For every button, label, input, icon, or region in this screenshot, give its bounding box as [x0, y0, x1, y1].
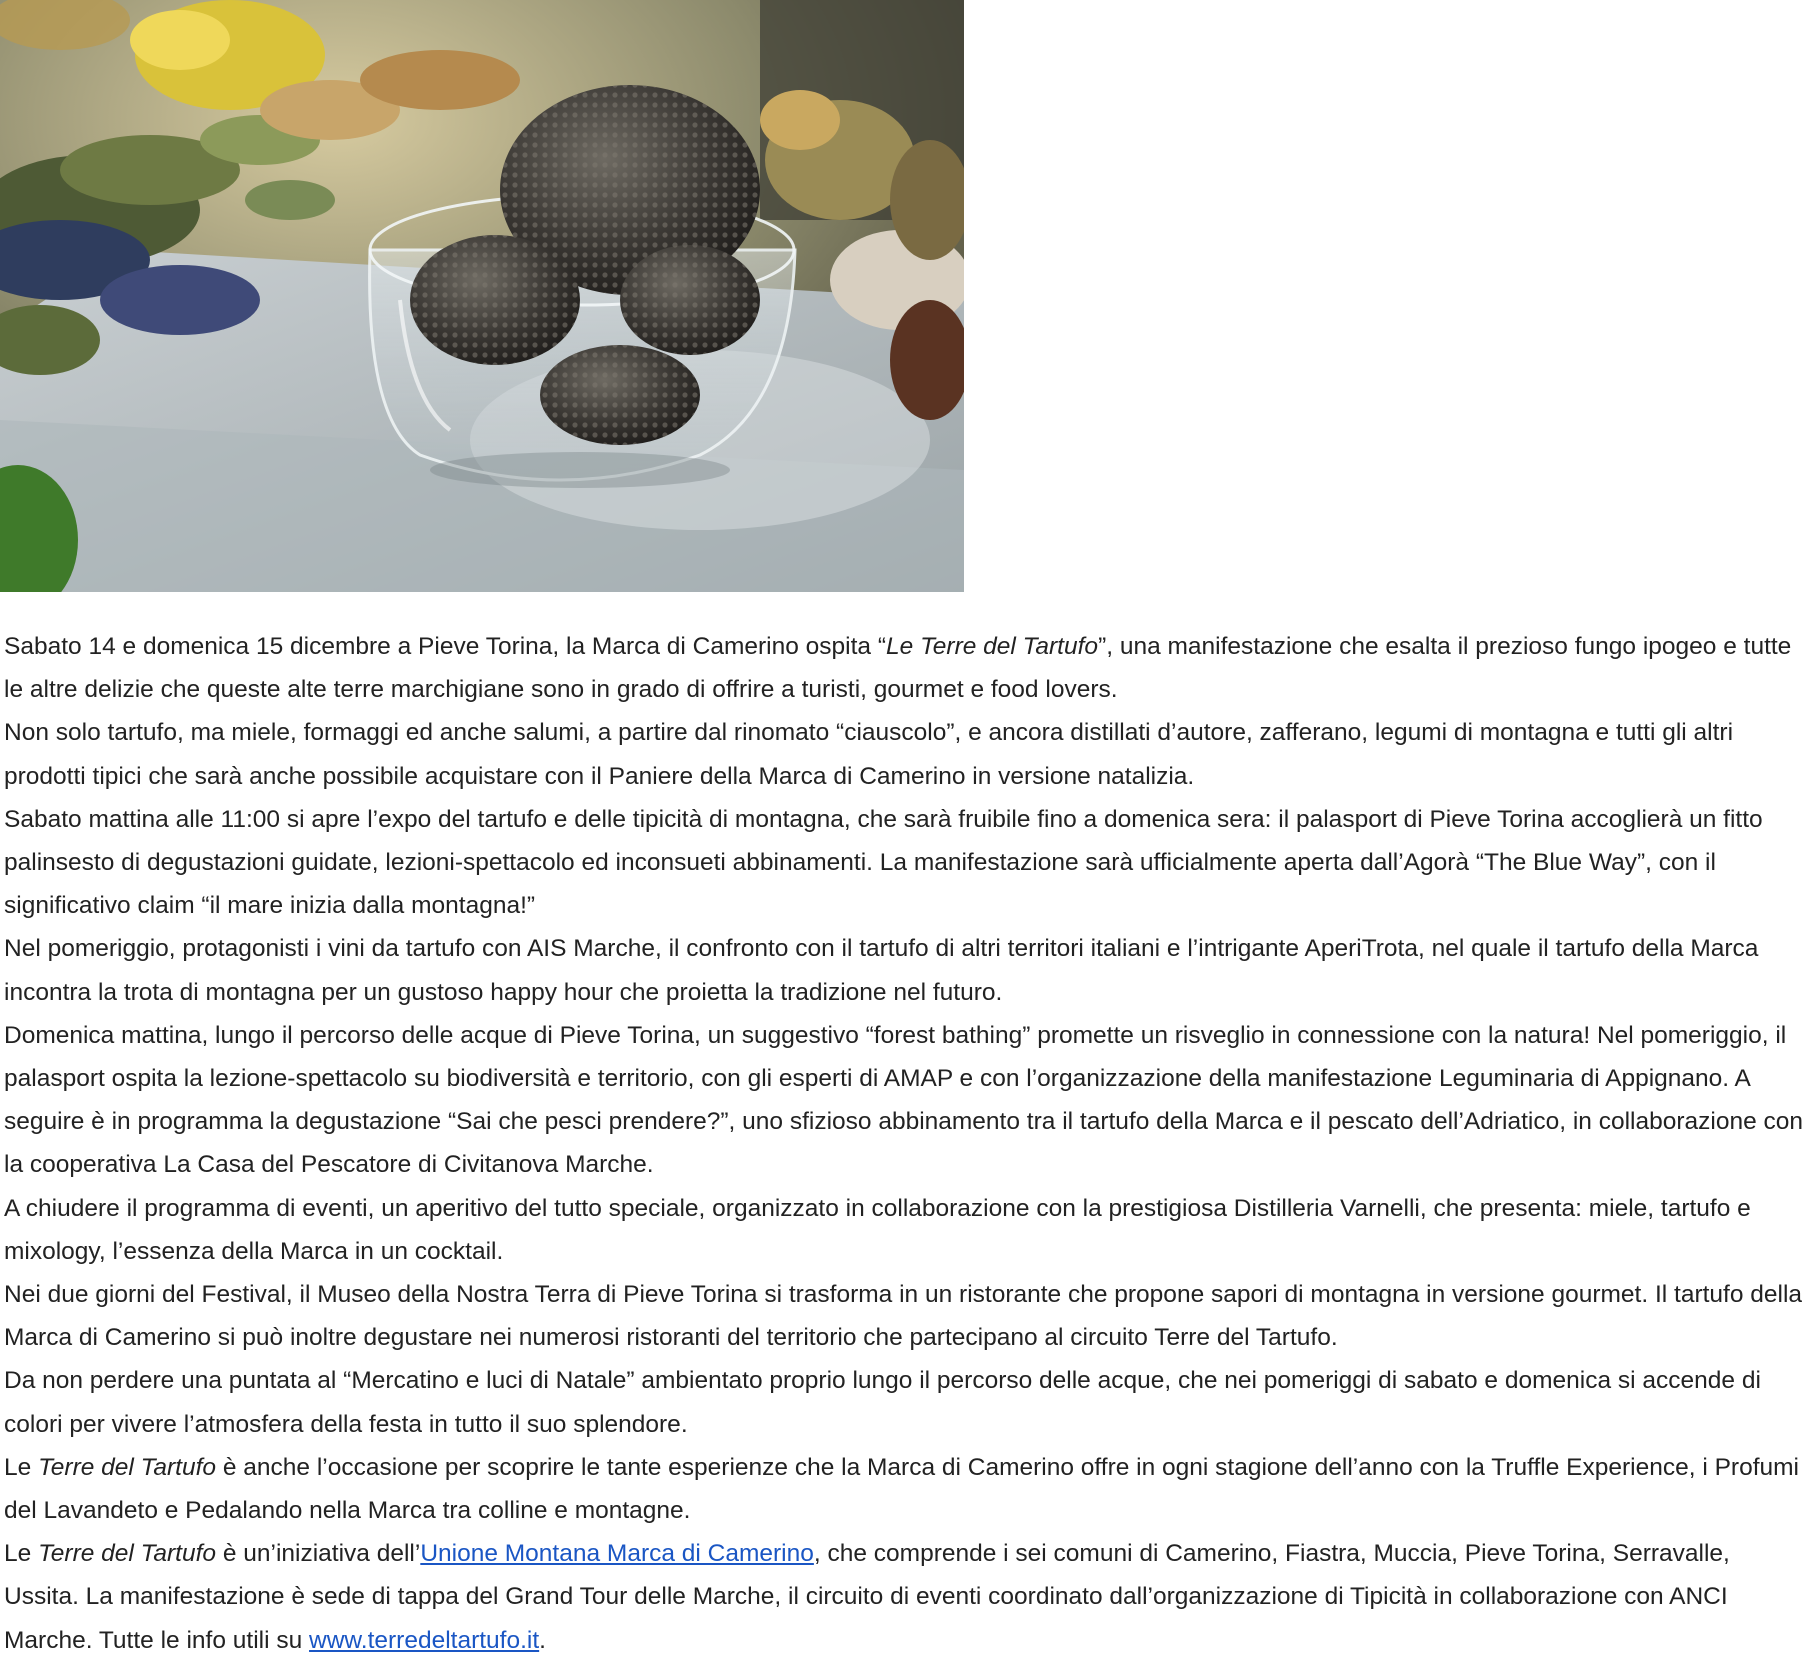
website-link[interactable]: www.terredeltartufo.it: [309, 1626, 540, 1654]
text-run: .: [539, 1626, 546, 1654]
article-body: [4, 625, 1804, 1662]
paragraph-market: Da non perdere una puntata al “Mercatino e luci di Natale” ambientato proprio lungo il percorso delle acque, che nei pomeriggi di sabato e domenica si accende di colori per vivere l’atmosfera della festa in tutto il suo splendore.: [4, 1367, 1761, 1438]
hero-image: [0, 0, 964, 592]
paragraph-museum: Nei due giorni del Festival, il Museo della Nostra Terra di Pieve Torina si trasforma in un ristorante che propone sapori di montagna in versione gourmet. Il tartufo della Marca di Camerino si può inoltre degustare nei numerosi ristoranti del territorio che partecipano al circuito Terre del Tartufo.: [4, 1281, 1803, 1352]
text-run: ”, una manifestazione che esalta il prezioso fungo ipogeo e tutte le altre delizie che queste alte terre marchigiane sono in grado di offrire a turisti, gourmet e food lovers.: [4, 633, 1792, 704]
text-run: Sabato 14 e domenica 15 dicembre a Pieve Torina, la Marca di Camerino ospita “: [4, 633, 887, 660]
event-name: Terre del Tartufo: [38, 1540, 217, 1568]
paragraph-organizer: [4, 1532, 1804, 1662]
event-name: Le Terre del Tartufo: [886, 633, 1099, 660]
event-name: Terre del Tartufo: [38, 1453, 217, 1481]
paragraph-saturday-morning: Sabato mattina alle 11:00 si apre l’expo del tartufo e delle tipicità di montagna, che sarà fruibile fino a domenica sera: il palasport di Pieve Torina accoglierà un fitto palinsesto di degustazioni guidate, lezioni-spettacolo ed inconsueti abbinamenti. La manifestazione sarà ufficialmente aperta dall’Agorà “The Blue Way”, con il significativo claim “il mare inizia dalla montagna!”: [4, 805, 1763, 920]
unione-montana-link[interactable]: Unione Montana Marca di Camerino: [420, 1540, 814, 1568]
paragraph-aperitivo: A chiudere il programma di eventi, un aperitivo del tutto speciale, organizzato in collaborazione con la prestigiosa Distilleria Varnelli, che presenta: miele, tartufo e mixology, l’essenza della Marca in un cocktail.: [4, 1194, 1751, 1265]
paragraph-intro: [4, 625, 1804, 711]
text-run: Le: [4, 1453, 39, 1481]
text-run: Le: [4, 1540, 39, 1568]
paragraph-sunday: Domenica mattina, lungo il percorso delle acque di Pieve Torina, un suggestivo “forest bathing” promette un risveglio in connessione con la natura! Nel pomeriggio, il palasport ospita la lezione-spettacolo su biodiversità e territorio, con gli esperti di AMAP e con l’organizzazione della manifestazione Leguminaria di Appignano. A seguire è in programma la degustazione “Sai che pesci prendere?”, uno sfizioso abbinamento tra il tartufo della Marca e il pescato dell’Adriatico, in collaborazione con la cooperativa La Casa del Pescatore di Civitanova Marche.: [4, 1021, 1804, 1179]
paragraph-products: Non solo tartufo, ma miele, formaggi ed anche salumi, a partire dal rinomato “ciauscolo”, e ancora distillati d’autore, zafferano, legumi di montagna e tutti gli altri prodotti tipici che sarà anche possibile acquistare con il Paniere della Marca di Camerino in versione natalizia.: [4, 719, 1734, 790]
truffle-bowl-photo-icon: [0, 0, 964, 592]
paragraph-saturday-afternoon: Nel pomeriggio, protagonisti i vini da tartufo con AIS Marche, il confronto con il tartufo di altri territori italiani e l’intrigante AperiTrota, nel quale il tartufo della Marca incontra la trota di montagna per un gustoso happy hour che proietta la tradizione nel futuro.: [4, 935, 1759, 1006]
text-run: è un’iniziativa dell’: [216, 1540, 421, 1568]
text-run: , che comprende i sei comuni di Camerino, Fiastra, Muccia, Pieve Torina, Serravalle, Ussita. La manifestazione è sede di tappa del Grand Tour delle Marche, il circuito di eventi coordinato dall’organizzazione di Tipicità in collaborazione con ANCI Marche. Tutte le info utili su: [4, 1540, 1730, 1654]
paragraph-experiences: [4, 1446, 1804, 1532]
text-run: è anche l’occasione per scoprire le tante esperienze che la Marca di Camerino offre in ogni stagione dell’anno con la Truffle Experience, i Profumi del Lavandeto e Pedalando nella Marca tra colline e montagne.: [4, 1453, 1799, 1525]
